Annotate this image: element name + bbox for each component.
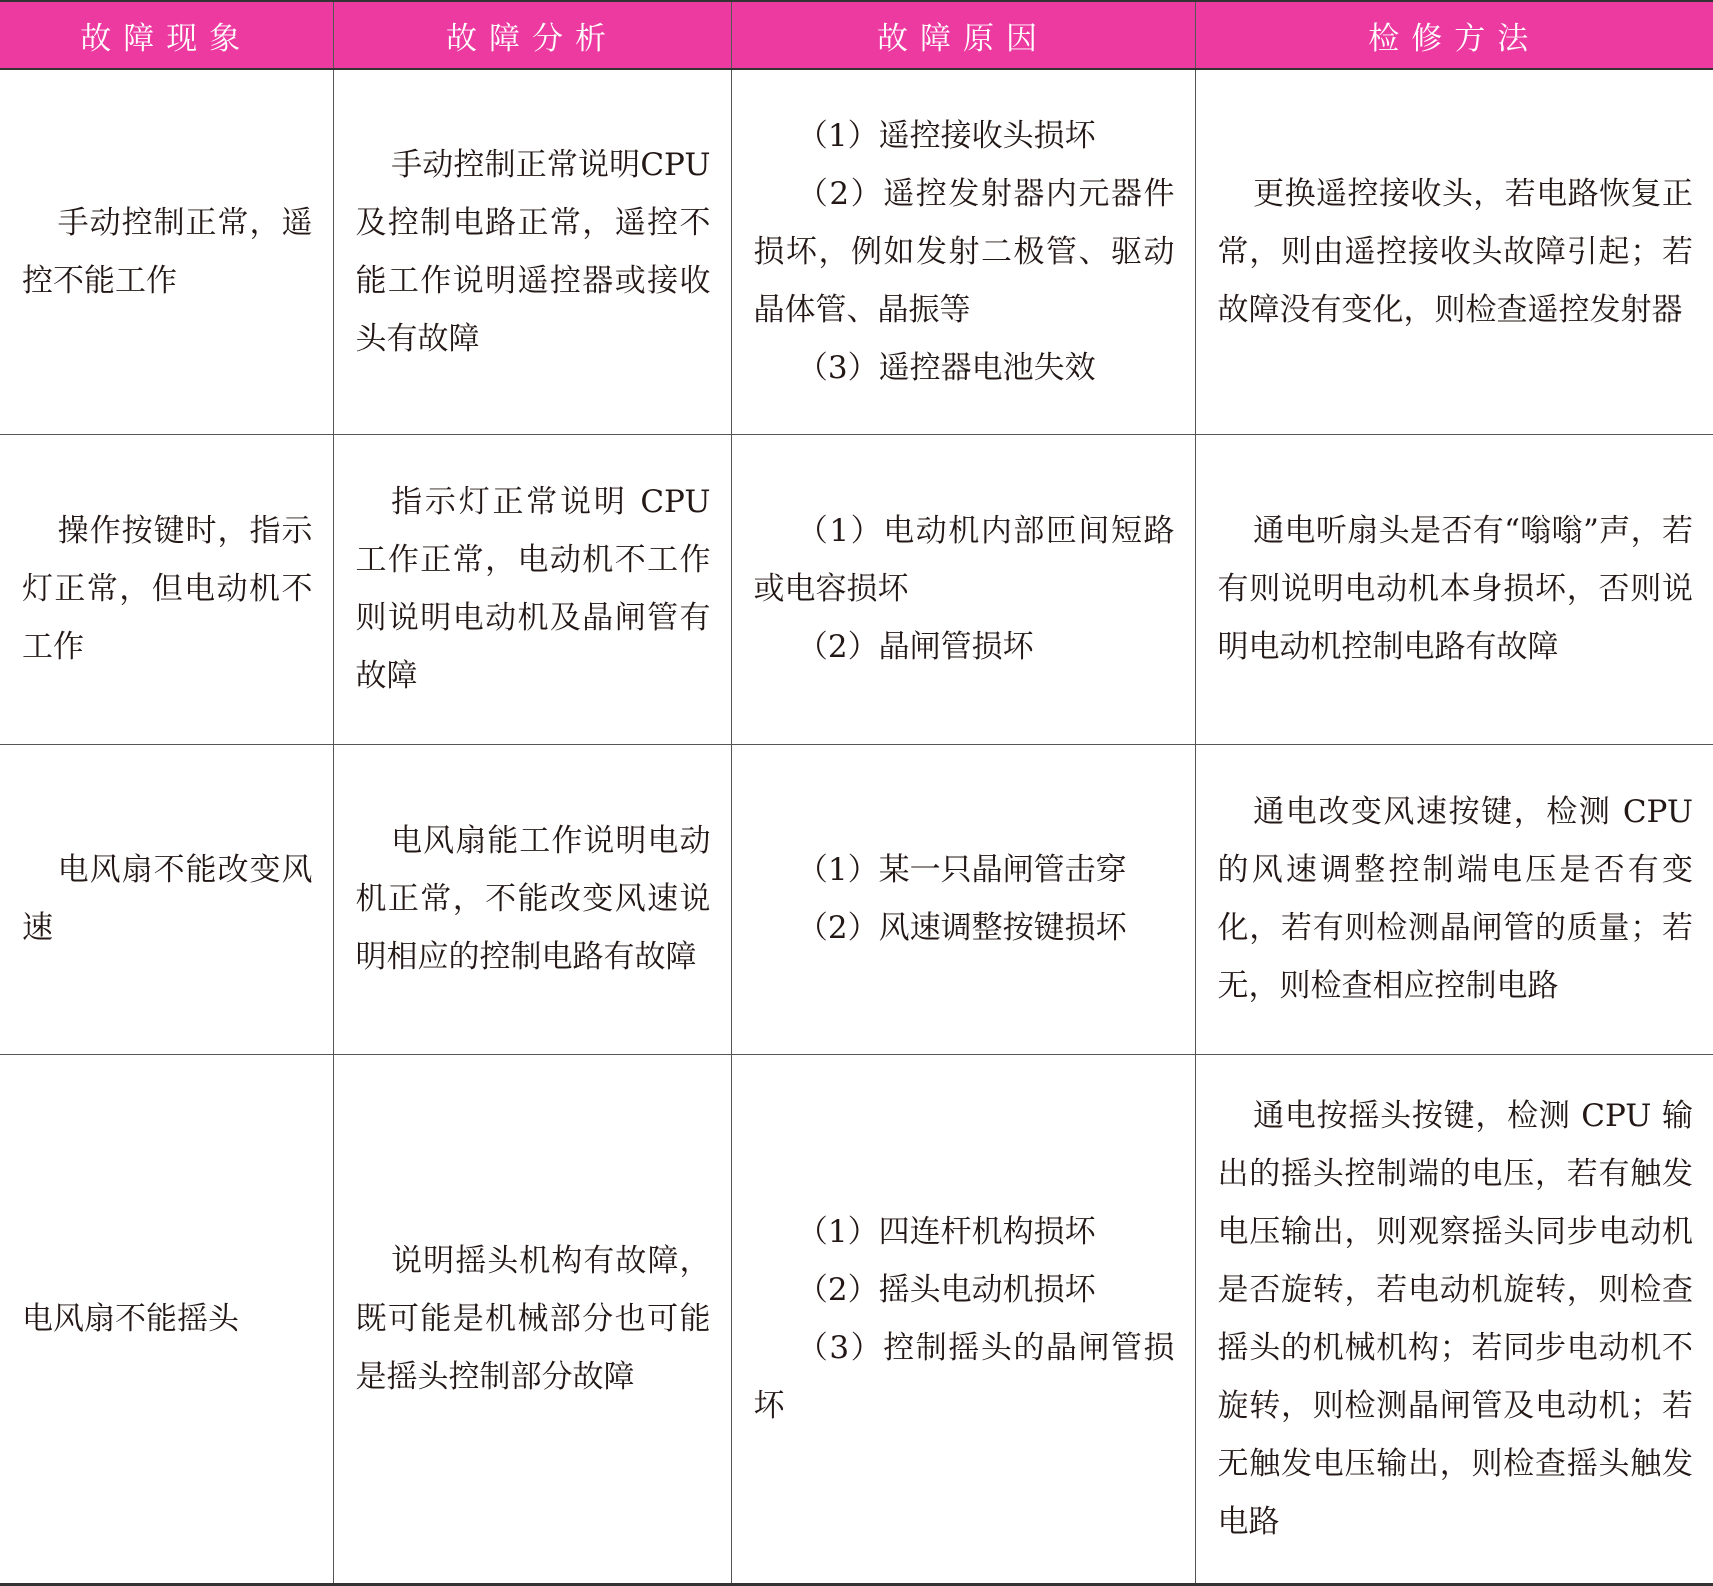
header-row	[0, 1, 1713, 69]
header-analysis: 故障分析	[333, 1, 731, 69]
cause-item: （2）晶闸管损坏	[796, 629, 1034, 665]
cause-cell	[731, 69, 1195, 434]
cause-item: （2）遥控发射器内元器件损坏，例如发射二极管、驱动晶体管、晶振等	[753, 175, 1175, 328]
analysis-cell	[333, 744, 731, 1054]
analysis-cell	[333, 434, 731, 744]
repair-cell	[1195, 1054, 1713, 1584]
symptom-cell	[0, 69, 333, 434]
cause-item: （3）控制摇头的晶闸管损坏	[753, 1329, 1175, 1424]
repair-cell	[1195, 69, 1713, 434]
symptom-text: 手动控制正常，遥控不能工作	[22, 204, 313, 299]
table-row	[0, 744, 1713, 1054]
analysis-cell	[333, 1054, 731, 1584]
symptom-text: 操作按键时，指示灯正常，但电动机不工作	[22, 513, 313, 665]
symptom-text: 电风扇不能摇头	[22, 1300, 239, 1337]
repair-text: 通电听扇头是否有“嗡嗡”声，若有则说明电动机本身损坏，否则说明电动机控制电路有故障	[1217, 513, 1693, 665]
cause-item: （1）电动机内部匝间短路或电容损坏	[753, 513, 1175, 607]
cause-item: （1）某一只晶闸管击穿	[796, 852, 1127, 888]
symptom-cell	[0, 744, 333, 1054]
header-cause: 故障原因	[731, 1, 1195, 69]
table-row	[0, 1054, 1713, 1584]
cause-item: （1）遥控接收头损坏	[796, 117, 1096, 154]
cause-item: （2）风速调整按键损坏	[796, 910, 1127, 946]
symptom-cell	[0, 1054, 333, 1584]
header-repair: 检修方法	[1195, 1, 1713, 69]
symptom-text: 电风扇不能改变风速	[22, 852, 313, 946]
table-row	[0, 69, 1713, 434]
analysis-text: 电风扇能工作说明电动机正常，不能改变风速说明相应的控制电路有故障	[355, 823, 711, 975]
cause-item: （3）遥控器电池失效	[796, 349, 1096, 386]
analysis-text: 手动控制正常说明CPU及控制电路正常，遥控不能工作说明遥控器或接收头有故障	[355, 146, 711, 357]
repair-text: 更换遥控接收头，若电路恢复正常，则由遥控接收头故障引起；若故障没有变化，则检查遥控发射器	[1217, 175, 1693, 328]
repair-cell	[1195, 434, 1713, 744]
cause-cell	[731, 434, 1195, 744]
analysis-text: 指示灯正常说明 CPU 工作正常，电动机不工作则说明电动机及晶闸管有故障	[355, 484, 711, 694]
cause-item: （2）摇头电动机损坏	[796, 1271, 1096, 1308]
header-symptom: 故障现象	[0, 1, 333, 69]
symptom-cell	[0, 434, 333, 744]
analysis-cell	[333, 69, 731, 434]
table-row	[0, 434, 1713, 744]
repair-cell	[1195, 744, 1713, 1054]
repair-text: 通电按摇头按键，检测 CPU 输出的摇头控制端的电压，若有触发电压输出，则观察摇头同步电动机是否旋转，若电动机旋转，则检查摇头的机械机构；若同步电动机不旋转，则检测晶闸管及电动机；若无触发电压输出，则检查摇头触发电路	[1217, 1097, 1693, 1540]
repair-text: 通电改变风速按键，检测 CPU 的风速调整控制端电压是否有变化，若有则检测晶闸管的质量；若无，则检查相应控制电路	[1217, 794, 1693, 1004]
cause-item: （1）四连杆机构损坏	[796, 1213, 1096, 1250]
cause-cell	[731, 744, 1195, 1054]
cause-cell	[731, 1054, 1195, 1584]
analysis-text: 说明摇头机构有故障，既可能是机械部分也可能是摇头控制部分故障	[355, 1242, 711, 1395]
